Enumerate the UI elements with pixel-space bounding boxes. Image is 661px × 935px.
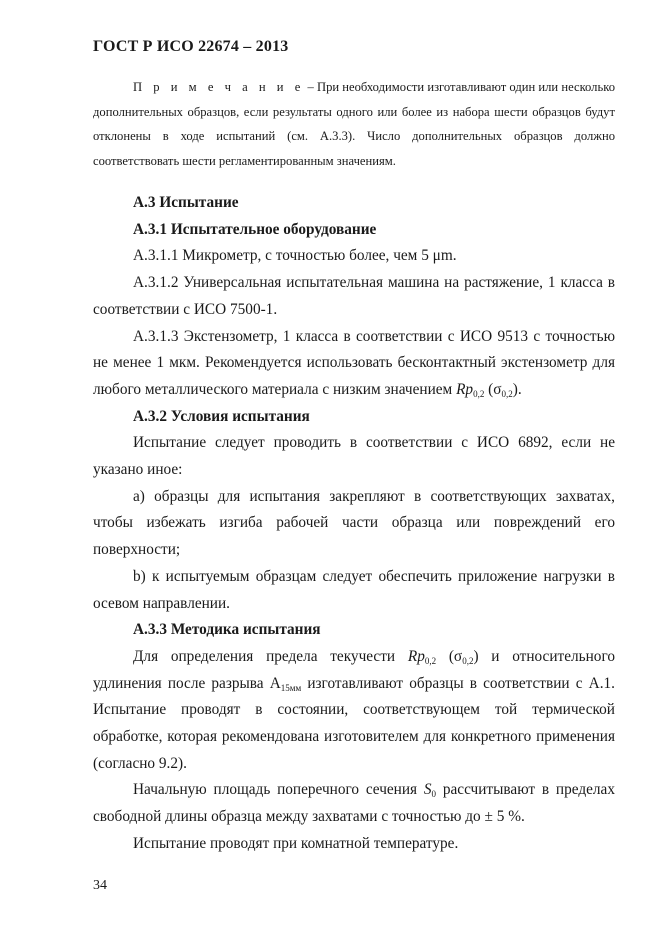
- paragraph-a33-1-text: Для определения предела текучести: [133, 647, 408, 665]
- rp-subscript-2: 0,2: [424, 655, 437, 666]
- rp-symbol: Rp: [456, 380, 474, 398]
- paragraph-a312: А.3.1.2 Универсальная испытательная машина на растяжение, 1 класса в соответствии с ИСО 7500-1.: [93, 274, 615, 318]
- section-a31-heading: А.3.1 Испытательное оборудование: [133, 220, 377, 238]
- paragraph-a33-2-text-2: рассчитывают в пределах свободной длины образца между захватами с точностью до ± 5 %.: [93, 781, 615, 826]
- paragraph-a313-end: ).: [512, 380, 522, 398]
- note-label: П р и м е ч а н и е: [133, 80, 305, 94]
- paragraph-a32: Испытание следует проводить в соответствии с ИСО 6892, если не указано иное:: [93, 434, 615, 479]
- paragraph-a311: А.3.1.1 Микрометр, с точностью более, чем 5 μm.: [133, 247, 457, 265]
- s0-subscript: 0: [431, 789, 437, 800]
- sigma-subscript: 0,2: [501, 388, 513, 399]
- paragraph-a33-2: [93, 777, 615, 830]
- list-item-b: b) к испытуемым образцам следует обеспечить приложение нагрузки в осевом направлении.: [93, 567, 615, 612]
- note-paragraph: [93, 75, 615, 173]
- elongation-subscript: 15мм: [280, 682, 302, 693]
- page-header-title: ГОСТ Р ИСО 22674 – 2013: [93, 38, 289, 55]
- paragraph-a33-2-text: Начальную площадь поперечного сечения: [133, 781, 424, 799]
- paragraph-a33-1-text-3: изготавливают образцы в соответствии с А.1. Испытание проводят в состоянии, соответствующем той термической обработке, которая рекомендована изготовителем для конкретного применения (согласно 9.2).: [93, 674, 615, 772]
- paragraph-a33-1-text-2: ) и относительного удлинения после разрыва А: [93, 647, 615, 692]
- sigma-symbol-2: (σ: [436, 647, 463, 665]
- paragraph-a33-3: Испытание проводят при комнатной температуре.: [133, 834, 459, 852]
- note-text: – При необходимости изготавливают один или несколько дополнительных образцов, если результаты одного или более из набора шести образцов будут отклонены в ходе испытаний (см. А.3.3). Число дополнительных образцов должно соответствовать шести регламентированным значениям.: [93, 80, 615, 168]
- page-number: 34: [93, 878, 107, 893]
- section-a32-heading: А.3.2 Условия испытания: [133, 407, 310, 425]
- rp-subscript: 0,2: [473, 388, 485, 399]
- sigma-subscript-2: 0,2: [462, 655, 474, 666]
- document-body: [93, 190, 615, 858]
- list-item-a: а) образцы для испытания закрепляют в соответствующих захватах, чтобы избежать изгиба рабочей части образца или повреждений его поверхности;: [93, 487, 615, 559]
- section-a3-heading: А.3 Испытание: [133, 194, 239, 211]
- section-a33-heading: А.3.3 Методика испытания: [133, 621, 321, 639]
- paragraph-a33-1: [93, 644, 615, 778]
- rp-symbol-2: Rp: [407, 647, 425, 665]
- paragraph-a313: [93, 324, 615, 404]
- note-block: [93, 75, 615, 173]
- paragraph-a313-text: А.3.1.3 Экстензометр, 1 класса в соответствии с ИСО 9513 с точностью не менее 1 мкм. Рекомендуется использовать бесконтактный экстензометр для любого металлического материала с низким значением: [93, 327, 615, 398]
- sigma-symbol: (σ: [484, 380, 502, 398]
- s0-symbol: S: [423, 781, 432, 799]
